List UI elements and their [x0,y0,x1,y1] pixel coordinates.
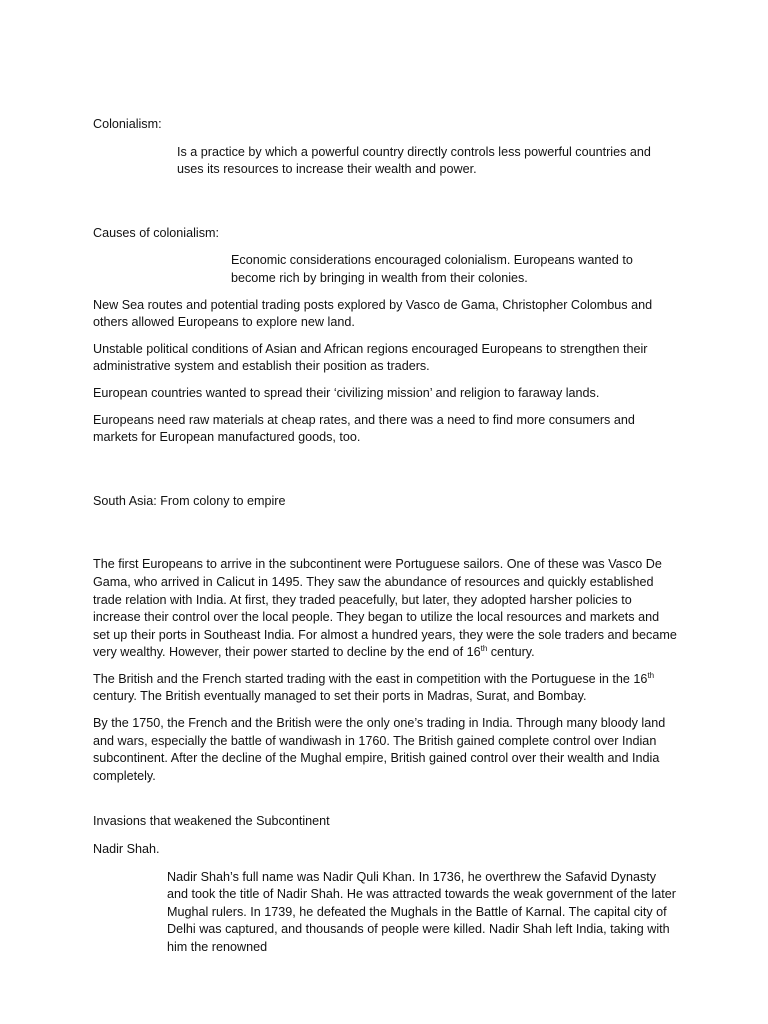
cause-paragraph-1: Economic considerations encouraged colonialism. Europeans wanted to become rich by bringing in wealth from their colonies. [231,253,633,285]
south-asia-paragraph-3: By the 1750, the French and the British were the only one’s trading in India. Through many bloody land and wars, especially the battle of wandiwash in 1760. The British gained complete control over Indian subcontinent. After the decline of the Mughal empire, British gained control over their wealth and India completely. [93,716,666,783]
sa-p2-text-a: The British and the French started trading with the east in competition with the Portuguese in the 16 [93,671,648,686]
cause-paragraph-2: New Sea routes and potential trading posts explored by Vasco de Gama, Christopher Colombus and others allowed Europeans to explore new land. [93,297,653,330]
document-page [93,116,678,957]
nadir-shah-paragraph: Nadir Shah’s full name was Nadir Quli Khan. In 1736, he overthrew the Safavid Dynasty and took the title of Nadir Shah. He was attracted towards the weak government of the later Mughal rulers. In 1739, he defeated the Mughals in the Battle of Karnal. The capital city of Delhi was captured, and thousands of people were killed. Nadir Shah left India, taking with him the renowned [167,869,676,954]
colonialism-heading: Colonialism: [93,117,162,131]
nadir-shah-heading: Nadir Shah. [93,842,160,857]
south-asia-heading: South Asia: From colony to empire [93,493,286,508]
causes-heading: Causes of colonialism: [93,225,219,240]
colonialism-definition: Is a practice by which a powerful country directly controls less powerful countries and uses its resources to increase their wealth and power. [177,144,651,177]
sa-p1-text: The first Europeans to arrive in the subcontinent were Portuguese sailors. One of these was Vasco De Gama, who arrived in Calicut in 1495. They saw the abundance of resources and quickly established trade relation with India. At first, they traded peacefully, but later, they adopted harsher policies to increase their control over the local people. They began to utilize the local resources and markets and set up their ports in Southeast India. For almost a hundred years, they were the sole traders and became very wealthy. However, their power started to decline by the end of 16 [93,557,677,660]
south-asia-paragraph-1 [93,556,678,662]
cause-paragraph-4: European countries wanted to spread their ‘civilizing mission’ and religion to faraway lands. [93,385,600,400]
invasions-heading: Invasions that weakened the Subcontinent [93,814,330,829]
sa-p1-superscript: th [480,644,488,654]
cause-paragraph-5: Europeans need raw materials at cheap rates, and there was a need to find more consumers and markets for European manufactured goods, too. [93,412,635,445]
sa-p2-text-b: century. The British eventually managed to set their ports in Madras, Surat, and Bombay. [93,689,587,704]
sa-p2-superscript: th [647,670,655,680]
sa-p1-end: century. [487,645,535,660]
cause-paragraph-3: Unstable political conditions of Asian and African regions encouraged Europeans to strengthen their administrative system and establish their position as traders. [93,341,648,374]
south-asia-paragraph-2 [93,671,678,706]
